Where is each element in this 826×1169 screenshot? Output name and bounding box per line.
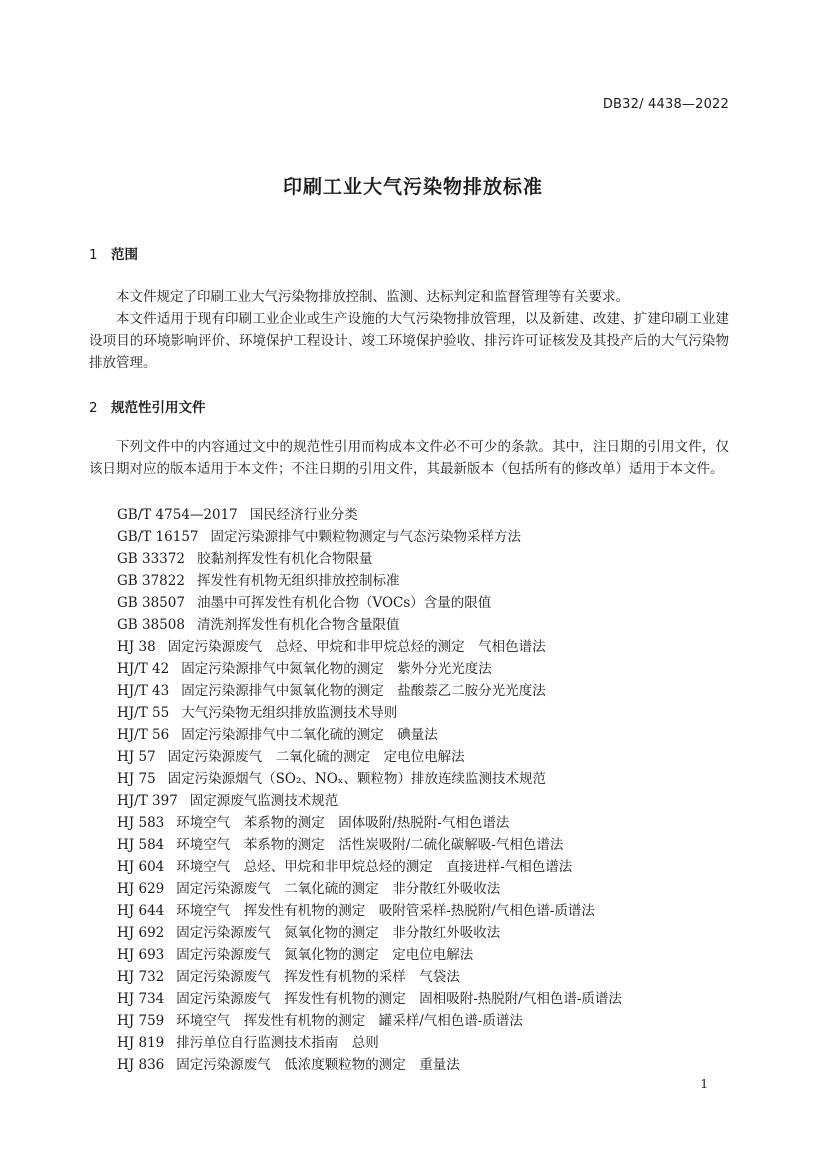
reference-code: HJ 692 bbox=[117, 925, 165, 941]
reference-item bbox=[117, 856, 622, 878]
reference-code: HJ 693 bbox=[117, 947, 165, 963]
reference-code: HJ 584 bbox=[117, 837, 165, 853]
document-title: 印刷工业大气污染物排放标准 bbox=[282, 176, 543, 198]
reference-code: HJ 604 bbox=[117, 859, 165, 875]
reference-code: HJ/T 43 bbox=[117, 683, 170, 699]
reference-item bbox=[117, 1010, 622, 1032]
reference-code: HJ/T 397 bbox=[117, 793, 178, 809]
reference-title: 固定污染源废气 氮氧化物的测定 非分散红外吸收法 bbox=[176, 925, 501, 941]
reference-title: 固定污染源废气 挥发性有机物的采样 气袋法 bbox=[176, 969, 460, 985]
reference-item bbox=[117, 878, 622, 900]
reference-item bbox=[117, 570, 622, 592]
reference-code: HJ 38 bbox=[117, 639, 156, 655]
reference-code: GB/T 4754—2017 bbox=[117, 507, 238, 523]
reference-title: 排污单位自行监测技术指南 总则 bbox=[176, 1035, 379, 1051]
reference-title: 固定污染源废气 二氧化硫的测定 非分散红外吸收法 bbox=[176, 881, 501, 897]
reference-title: 国民经济行业分类 bbox=[249, 507, 358, 523]
reference-code: HJ/T 55 bbox=[117, 705, 170, 721]
document-id: DB32/ 4438—2022 bbox=[602, 97, 729, 112]
reference-item bbox=[117, 724, 622, 746]
reference-title: 固定污染源废气 总烃、甲烷和非甲烷总烃的测定 气相色谱法 bbox=[167, 639, 546, 655]
section-1-paragraph: 本文件适用于现有印刷工业企业或生产设施的大气污染物排放管理，以及新建、改建、扩建印刷工业建设项目的环境影响评价、环境保护工程设计、竣工环境保护验收、排污许可证核发及其投产后的大气污染物排放管理。 bbox=[89, 311, 729, 371]
reference-title: 环境空气 总烃、甲烷和非甲烷总烃的测定 直接进样-气相色谱法 bbox=[176, 859, 573, 875]
reference-item bbox=[117, 834, 622, 856]
reference-code: GB 37822 bbox=[117, 573, 185, 589]
reference-code: HJ/T 56 bbox=[117, 727, 170, 743]
reference-item bbox=[117, 768, 622, 790]
section-number: 1 bbox=[89, 247, 98, 263]
reference-code: HJ 644 bbox=[117, 903, 165, 919]
reference-item bbox=[117, 944, 622, 966]
reference-item bbox=[117, 790, 622, 812]
reference-title: 环境空气 苯系物的测定 固体吸附/热脱附-气相色谱法 bbox=[176, 815, 510, 831]
section-2-intro: 下列文件中的内容通过文中的规范性引用而构成本文件必不可少的条款。其中，注日期的引用文件，仅该日期对应的版本适用于本文件；不注日期的引用文件，其最新版本（包括所有的修改单）适用于本文件。 bbox=[89, 439, 729, 477]
reference-item bbox=[117, 900, 622, 922]
reference-title: 固定污染源排气中颗粒物测定与气态污染物采样方法 bbox=[210, 529, 521, 545]
reference-title: 固定源废气监测技术规范 bbox=[189, 793, 339, 809]
reference-title: 固定污染源废气 二氧化硫的测定 定电位电解法 bbox=[167, 749, 465, 765]
reference-list bbox=[117, 504, 622, 1076]
reference-item bbox=[117, 592, 622, 614]
reference-item bbox=[117, 526, 622, 548]
reference-code: HJ 629 bbox=[117, 881, 165, 897]
reference-code: HJ/T 42 bbox=[117, 661, 170, 677]
reference-item bbox=[117, 746, 622, 768]
reference-title: 固定污染源废气 氮氧化物的测定 定电位电解法 bbox=[176, 947, 474, 963]
reference-code: HJ 819 bbox=[117, 1035, 165, 1051]
reference-code: GB/T 16157 bbox=[117, 529, 199, 545]
reference-title: 环境空气 挥发性有机物的测定 罐采样/气相色谱-质谱法 bbox=[176, 1013, 523, 1029]
reference-item bbox=[117, 504, 622, 526]
reference-title: 固定污染源烟气（SO₂、NOₓ、颗粒物）排放连续监测技术规范 bbox=[167, 771, 546, 787]
reference-item bbox=[117, 548, 622, 570]
section-title: 规范性引用文件 bbox=[111, 400, 206, 416]
reference-item bbox=[117, 680, 622, 702]
reference-item bbox=[117, 636, 622, 658]
reference-code: HJ 734 bbox=[117, 991, 165, 1007]
section-1-heading bbox=[89, 243, 138, 263]
reference-title: 清洗剂挥发性有机化合物含量限值 bbox=[196, 617, 400, 633]
reference-item bbox=[117, 1054, 622, 1076]
reference-code: HJ 732 bbox=[117, 969, 165, 985]
reference-title: 胶黏剂挥发性有机化合物限量 bbox=[196, 551, 373, 567]
reference-item bbox=[117, 812, 622, 834]
reference-title: 固定污染源废气 挥发性有机物的测定 固相吸附-热脱附/气相色谱-质谱法 bbox=[176, 991, 622, 1007]
reference-item bbox=[117, 966, 622, 988]
reference-title: 固定污染源排气中氮氧化物的测定 盐酸萘乙二胺分光光度法 bbox=[181, 683, 546, 699]
reference-item bbox=[117, 702, 622, 724]
reference-title: 固定污染源排气中氮氧化物的测定 紫外分光光度法 bbox=[181, 661, 492, 677]
reference-item bbox=[117, 988, 622, 1010]
reference-title: 挥发性有机物无组织排放控制标准 bbox=[196, 573, 400, 589]
reference-code: GB 38508 bbox=[117, 617, 185, 633]
reference-code: GB 33372 bbox=[117, 551, 185, 567]
reference-item bbox=[117, 922, 622, 944]
section-number: 2 bbox=[89, 400, 98, 416]
page-number: 1 bbox=[700, 1077, 708, 1091]
reference-code: HJ 583 bbox=[117, 815, 165, 831]
reference-item bbox=[117, 658, 622, 680]
section-1-paragraph: 本文件规定了印刷工业大气污染物排放控制、监测、达标判定和监督管理等有关要求。 bbox=[116, 289, 629, 305]
reference-code: HJ 759 bbox=[117, 1013, 165, 1029]
reference-title: 环境空气 苯系物的测定 活性炭吸附/二硫化碳解吸-气相色谱法 bbox=[176, 837, 564, 853]
reference-code: HJ 57 bbox=[117, 749, 156, 765]
reference-item bbox=[117, 1032, 622, 1054]
reference-title: 环境空气 挥发性有机物的测定 吸附管采样-热脱附/气相色谱-质谱法 bbox=[176, 903, 595, 919]
reference-code: HJ 836 bbox=[117, 1057, 165, 1073]
reference-title: 油墨中可挥发性有机化合物（VOCs）含量的限值 bbox=[196, 595, 492, 611]
reference-code: GB 38507 bbox=[117, 595, 185, 611]
reference-code: HJ 75 bbox=[117, 771, 156, 787]
section-title: 范围 bbox=[111, 247, 138, 263]
reference-title: 大气污染物无组织排放监测技术导则 bbox=[181, 705, 398, 721]
reference-title: 固定污染源废气 低浓度颗粒物的测定 重量法 bbox=[176, 1057, 460, 1073]
reference-title: 固定污染源排气中二氧化硫的测定 碘量法 bbox=[181, 727, 438, 743]
reference-item bbox=[117, 614, 622, 636]
section-2-heading bbox=[89, 396, 206, 416]
